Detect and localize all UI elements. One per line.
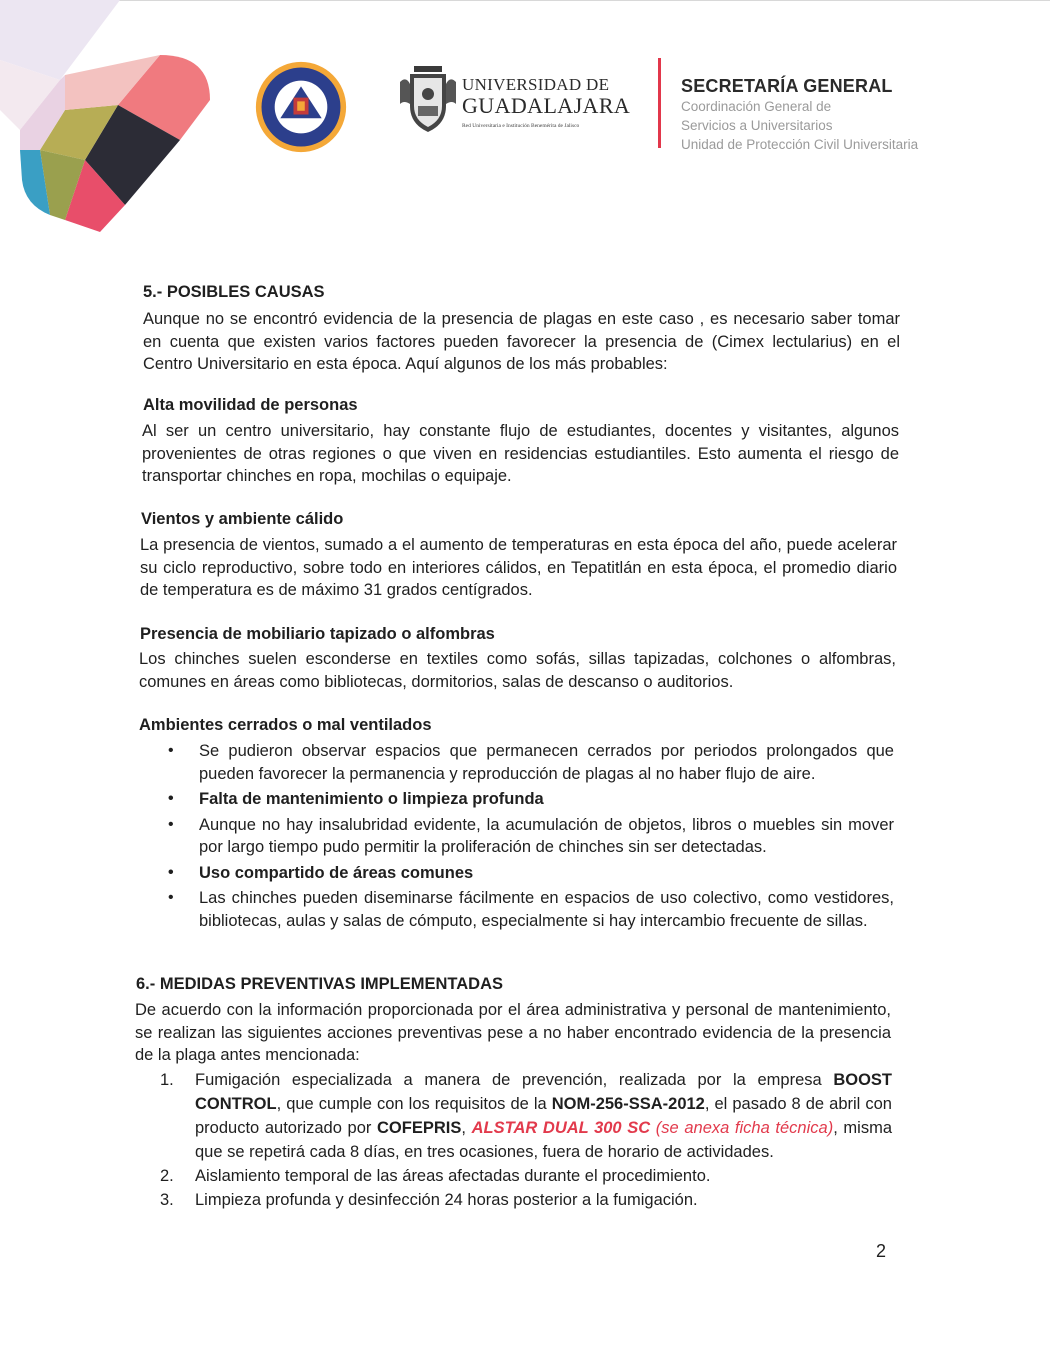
secretaria-line: Unidad de Protección Civil Universitaria [681, 137, 919, 152]
cause-heading: Alta movilidad de personas [143, 396, 358, 414]
section-6-intro: De acuerdo con la información proporcionada por el área administrativa y personal de mantenimiento, se realizan las siguientes acciones preventivas pese a no haber encontrado evidencia de la presencia de la plaga antes mencionada: [135, 1001, 891, 1064]
proteccion-civil-seal [254, 60, 348, 154]
secretaria-block [681, 76, 918, 154]
university-line-2: GUADALAJARA [462, 93, 631, 118]
list-item: • Falta de mantenimiento o limpieza profunda [168, 788, 894, 811]
list-item: 3. Limpieza profunda y desinfección 24 horas posterior a la fumigación. [160, 1191, 698, 1209]
causes-bullet-list [168, 740, 894, 935]
page-number: 2 [876, 1241, 887, 1261]
list-item: 2. Aislamiento temporal de las áreas afectadas durante el procedimiento. [160, 1167, 711, 1185]
authority-name: COFEPRIS [377, 1119, 462, 1137]
university-subtitle: Red Universitaria e Institución Benemérita de Jalisco [462, 123, 580, 129]
section-6-title: 6.- MEDIDAS PREVENTIVAS IMPLEMENTADAS [136, 975, 504, 993]
cause-text: Al ser un centro universitario, hay constante flujo de estudiantes, docentes y visitantes, algunos provenientes de otras regiones o que viven en residencias estudiantiles. Esto aumenta el riesgo de transportar chinches en ropa, mochilas o equipaje. [142, 422, 899, 485]
list-item: • Aunque no hay insalubridad evidente, la acumulación de objetos, libros o muebles sin mover por largo tiempo pudo permitir la proliferación de chinches sin ser detectadas. [168, 815, 894, 856]
bullet-icon: • [168, 863, 174, 881]
cause-text: Los chinches suelen esconderse en textiles como sofás, sillas tapizadas, colchones o alfombras, comunes en áreas como bibliotecas, dormitorios, salas de descanso o auditorios. [139, 650, 896, 691]
section-5-title: 5.- POSIBLES CAUSAS [143, 283, 325, 301]
bullet-icon: • [168, 815, 174, 833]
norm-code: NOM-256-SSA-2012 [551, 1095, 705, 1113]
company-name: BOOST CONTROL [195, 1071, 892, 1113]
bullet-icon: • [168, 889, 174, 906]
secretaria-line: Servicios a Universitarios [681, 118, 833, 133]
list-item: • Uso compartido de áreas comunes [168, 862, 894, 885]
header-divider [658, 58, 661, 148]
decorative-corner-graphic [0, 0, 240, 240]
measures-list [160, 1068, 892, 1212]
list-item: • Las chinches pueden diseminarse fácilmente en espacios de uso colectivo, como vestidores, bibliotecas, aulas y salas de cómputo, especialmente si hay intercambio frecuente de sillas. [168, 889, 894, 930]
cause-heading: Presencia de mobiliario tapizado o alfombras [140, 625, 495, 643]
annex-note: (se anexa ficha técnica) [650, 1119, 834, 1137]
cause-heading: Ambientes cerrados o mal ventilados [139, 716, 432, 734]
list-item: • Se pudieron observar espacios que permanecen cerrados por periodos prolongados que pueden favorecer la permanencia y reproducción de plagas al no haber flujo de aire. [168, 742, 894, 783]
list-item: 1. Fumigación especializada a manera de prevención, realizada por la empresa BOOST CONTROL, que cumple con los requisitos de la NOM-256-SSA-2012, el pasado 8 de abril con producto autorizado por COFEPRIS, ALSTAR DUAL 300 SC (se anexa ficha técnica), misma que se repetirá cada 8 días, en tres ocasiones, fuera de horario de actividades. [160, 1071, 893, 1161]
bullet-icon: • [168, 790, 174, 807]
product-name: ALSTAR DUAL 300 SC [471, 1119, 651, 1137]
bullet-icon: • [168, 742, 174, 759]
section-5-intro: Aunque no se encontró evidencia de la presencia de plagas en este caso , es necesario saber tomar en cuenta que existen varios factores pueden favorecer la presencia de (Cimex lectularius) en el Centro Universitario en esta época. Aquí algunos de los más probables: [143, 310, 900, 373]
university-line-1: UNIVERSIDAD DE [462, 75, 610, 94]
udg-shield-icon [400, 64, 456, 134]
secretaria-title: SECRETARÍA GENERAL [681, 76, 893, 96]
secretaria-line: Coordinación General de [681, 99, 832, 114]
cause-heading: Vientos y ambiente cálido [141, 510, 344, 528]
cause-text: La presencia de vientos, sumado a el aumento de temperaturas en esta época del año, puede acelerar su ciclo reproductivo, sobre todo en interiores cálidos, en Tepatitlán en esta época, el promedio diario de temperatura es de máximo 31 grados centígrados. [140, 536, 897, 599]
university-wordmark [462, 76, 642, 129]
